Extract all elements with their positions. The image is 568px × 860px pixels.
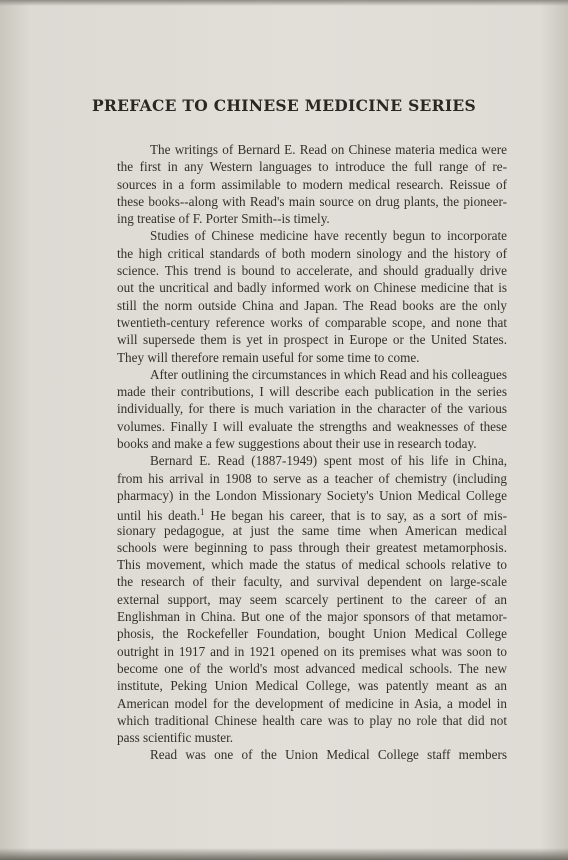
text-line: will supersede them is yet in prospect in Europe or the United States.	[117, 332, 507, 348]
text-line: still the norm outside China and Japan. The Read books are the only	[117, 297, 507, 313]
text-line: ing treatise of F. Porter Smith--is timely.	[117, 211, 330, 227]
text-line-with-footnote	[117, 504, 507, 524]
text-line: the high critical standards of both modern sinology and the history of	[117, 245, 507, 261]
text-line: sionary pedagogue, at just the same time when American medical	[117, 522, 507, 538]
text-line: This movement, which made the status of medical schools relative to	[117, 557, 507, 573]
text-line: Bernard E. Read (1887-1949) spent most of his life in China,	[150, 453, 507, 469]
text-line: made their contributions, I will describe each publication in the series	[117, 384, 507, 400]
text-line: Studies of Chinese medicine have recently begun to incorporate	[150, 228, 507, 244]
text-line: individually, for there is much variation in the character of the various	[117, 401, 507, 417]
text-line: Englishman in China. But one of the major sponsors of that metamor-	[117, 609, 507, 625]
text-line: schools were beginning to pass through their greatest metamorphosis.	[117, 539, 507, 555]
text-line: the research of their faculty, and survival dependent on large-scale	[117, 574, 507, 590]
text-line: They will therefore remain useful for some time to come.	[117, 349, 420, 365]
text-line: become one of the world's most advanced medical schools. The new	[117, 660, 507, 676]
text-line: science. This trend is bound to accelerate, and should gradually drive	[117, 263, 507, 279]
text-line: sources in a form assimilable to modern medical research. Reissue of	[117, 176, 507, 192]
text-line: books and make a few suggestions about their use in research today.	[117, 436, 477, 452]
text-line: twentieth-century reference works of comparable scope, and none that	[117, 314, 507, 330]
page-title: PREFACE TO CHINESE MEDICINE SERIES	[91, 96, 477, 115]
page-top-shadow	[0, 0, 568, 6]
text-line: pass scientific muster.	[117, 730, 234, 746]
body-text	[117, 141, 507, 764]
text-line: these books--along with Read's main source on drug plants, the pioneer-	[117, 193, 507, 209]
text-line: American model for the development of medicine in Asia, a model in	[117, 695, 507, 711]
text-line: out the uncritical and badly informed work on Chinese medicine that is	[117, 280, 507, 296]
text-line: Read was one of the Union Medical College staff members	[150, 747, 507, 763]
page-bottom-shadow	[0, 848, 568, 860]
text-line: volumes. Finally I will evaluate the strengths and weaknesses of these	[117, 418, 507, 434]
text-line: institute, Peking Union Medical College, was patently meant as an	[117, 678, 507, 694]
text-line: After outlining the circumstances in which Read and his colleagues	[150, 366, 507, 382]
text-line: phosis, the Rockefeller Foundation, bought Union Medical College	[117, 626, 507, 642]
text-line: external support, may seem scarcely pertinent to the career of an	[117, 591, 507, 607]
text-line: outright in 1917 and in 1921 opened on its premises what was soon to	[117, 643, 507, 659]
text-line: which traditional Chinese health care was to play no role that did not	[117, 712, 507, 728]
footnote-marker: 1	[200, 507, 205, 518]
text-segment: He began his career, that is to say, as a sort of mis-	[210, 508, 507, 524]
text-line: from his arrival in 1908 to serve as a teacher of chemistry (including	[117, 470, 507, 486]
text-line: pharmacy) in the London Missionary Society's Union Medical College	[117, 487, 507, 503]
text-segment: until his death.	[117, 508, 201, 524]
text-line: the first in any Western languages to introduce the full range of re-	[117, 159, 507, 175]
text-line: The writings of Bernard E. Read on Chinese materia medica were	[150, 142, 507, 157]
